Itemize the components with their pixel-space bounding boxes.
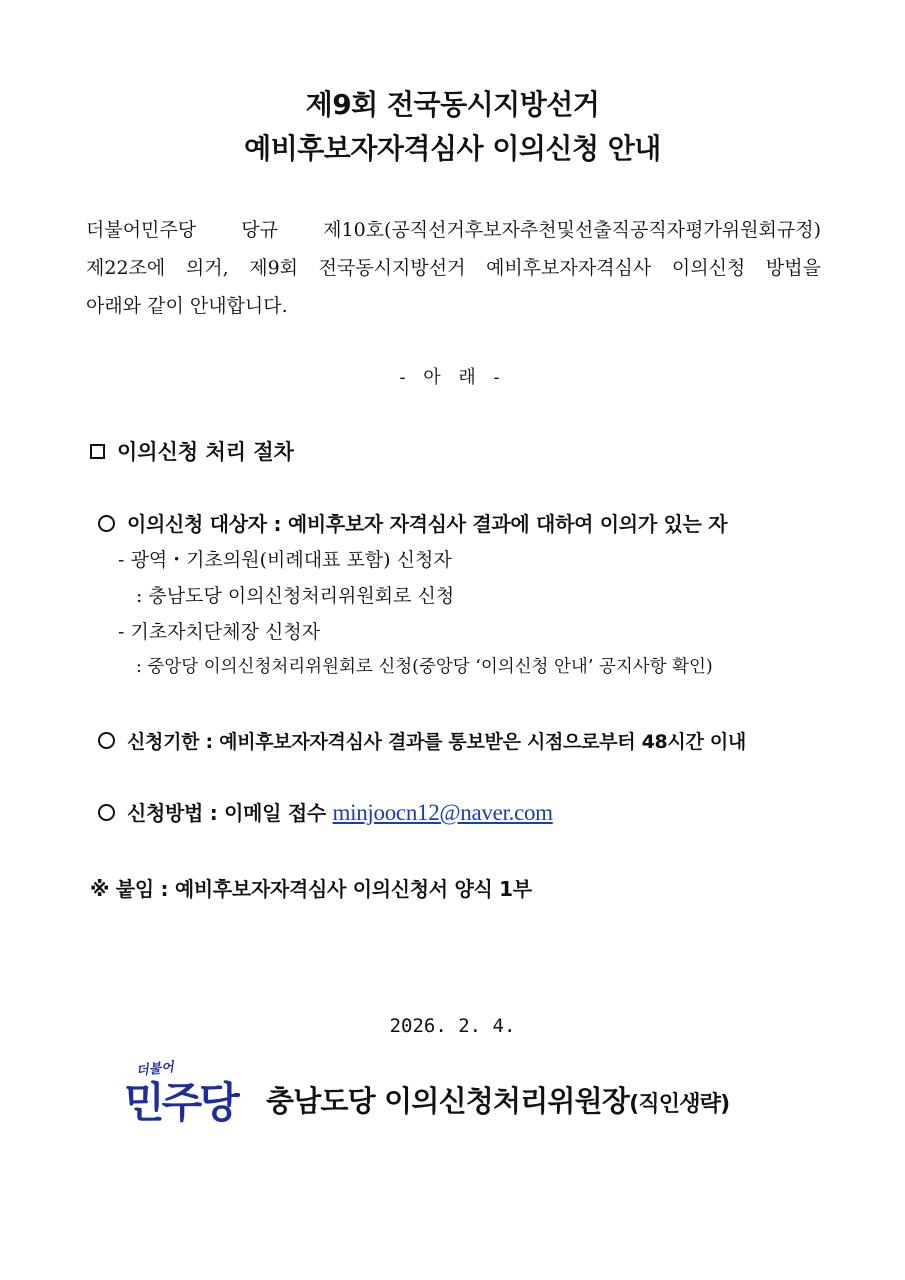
intro-word: 전국동시지방선거	[318, 257, 466, 279]
signer-block	[266, 1079, 729, 1120]
sub-item-1: - 광역・기초의원(비례대표 포함) 신청자	[118, 549, 452, 571]
circle-bullet-icon	[98, 515, 115, 532]
signer-name: 충남도당 이의신청처리위원장	[266, 1084, 630, 1118]
checkbox-icon	[90, 444, 105, 459]
intro-word: 제22조에	[86, 257, 166, 279]
deadline-item	[98, 727, 746, 754]
document-date: 2026. 2. 4.	[389, 1015, 516, 1037]
deadline-label: 신청기한 : 예비후보자자격심사 결과를 통보받은 시점으로부터 48시간 이내	[127, 731, 746, 753]
sub-item-2-detail: : 중앙당 이의신청처리위원회로 신청(중앙당 ‘이의신청 안내’ 공지사항 확인)	[136, 657, 713, 677]
circle-bullet-icon	[98, 804, 115, 821]
below-marker: - 아 래 -	[399, 367, 506, 388]
title-line-2: 예비후보자자격심사 이의신청 안내	[244, 132, 661, 165]
intro-word: 의거,	[185, 257, 229, 279]
attachment-note: ※ 붙임 : 예비후보자자격심사 이의신청서 양식 1부	[90, 877, 532, 901]
intro-line-3: 아래와 같이 안내합니다.	[86, 295, 288, 317]
intro-word: 당규	[241, 219, 278, 241]
sub-item-1-detail: : 충남도당 이의신청처리위원회로 신청	[136, 585, 455, 607]
intro-line-2	[86, 249, 821, 287]
intro-word: 더불어민주당	[86, 219, 197, 241]
intro-word: 제9회	[249, 257, 299, 279]
section-heading	[90, 436, 294, 466]
intro-word: 방법을	[765, 257, 821, 279]
intro-word: 예비후보자자격심사	[486, 257, 652, 279]
circle-bullet-icon	[98, 732, 115, 749]
intro-line-1	[86, 211, 821, 249]
intro-word: 이의신청	[671, 257, 746, 279]
sub-item-2: - 기초자치단체장 신청자	[118, 621, 321, 643]
intro-paragraph	[86, 211, 821, 325]
section-heading-text: 이의신청 처리 절차	[117, 440, 294, 464]
method-item	[98, 797, 553, 826]
email-link[interactable]: minjoocn12@naver.com	[332, 800, 553, 825]
logo-small-text: 더불어	[135, 1060, 175, 1079]
method-label: 신청방법 : 이메일 접수	[127, 801, 326, 825]
intro-word: 제10호(공직선거후보자추천및선출직공직자평가위원회규정)	[323, 219, 821, 241]
logo-main-text: 민주당	[124, 1078, 237, 1127]
target-label: 이의신청 대상자 : 예비후보자 자격심사 결과에 대하여 이의가 있는 자	[127, 512, 728, 536]
party-logo	[124, 1060, 244, 1127]
target-item	[98, 508, 727, 537]
title-line-1: 제9회 전국동시지방선거	[305, 88, 600, 121]
seal-omitted: (직인생략)	[629, 1092, 730, 1117]
